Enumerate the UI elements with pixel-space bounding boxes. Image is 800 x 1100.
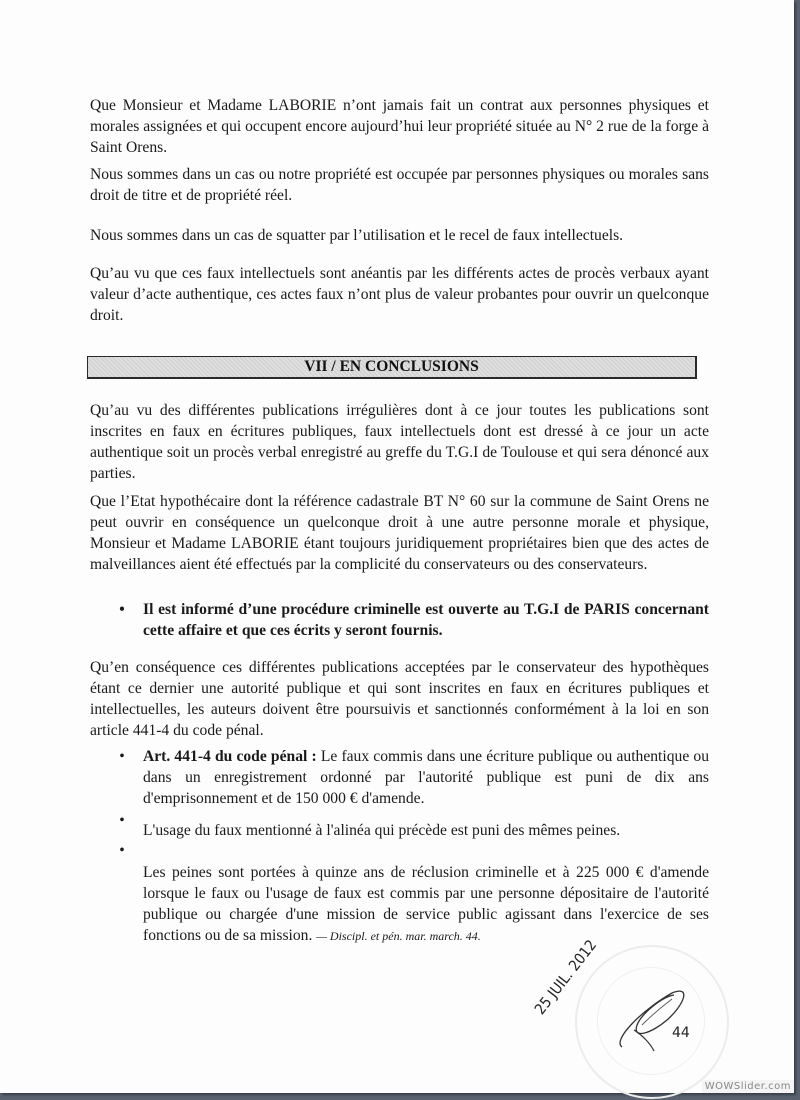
section-header-conclusions: VII / EN CONCLUSIONS — [87, 356, 697, 379]
paragraph-etat-hypothecaire: Que l’Etat hypothécaire dont la référence cadastrale BT N° 60 sur la commune de Saint Orens ne peut ouvrir en conséquence un quelconque droit à une autre personne morale et physique, Monsieur et Madame LABORIE étant toujours juridiquement propriétaires bien que des actes de malveillances aient été effectués par la complicité du conservateurs ou des conservateurs. — [90, 493, 709, 573]
article-usage-text: L'usage du faux mentionné à l'alinéa qui précède est puni des mêmes peines. — [143, 822, 621, 839]
bullet-article-441-4 — [115, 746, 709, 809]
bullet-icon: • — [119, 842, 125, 859]
paragraph-publications: Qu’au vu des différentes publications irrégulières dont à ce jour toutes les publications sont inscrites en faux en écritures publiques, faux intellectuels dont est dressé à ce jour un acte authentique soit un procès verbal enregistré au greffe du T.G.I de Toulouse et qui sera dénoncé aux parties. — [90, 402, 709, 482]
article-text: Le faux commis dans une écriture publique ou authentique ou dans un enregistrement ordonné par l'autorité publique est puni de dix ans d'emprisonnement et de 150 000 € d'amende. — [143, 748, 709, 807]
bullet-icon: • — [119, 601, 125, 618]
date-stamp: 25 JUIL. 2012 — [530, 936, 601, 1018]
paragraph-squatter: Nous sommes dans un cas de squatter par l’utilisation et le recel de faux intellectuels. — [90, 227, 624, 244]
bullet-icon: • — [119, 812, 125, 829]
paragraph-consequence: Qu’en conséquence ces différentes publications acceptées par le conservateur des hypothèques étant ce dernier une autorité publique et qui sont inscrites en faux en écritures publiques et intellectuelles, les auteurs doivent être poursuivis et sanctionnés conformément à la loi en son article 441-4 du code pénal. — [90, 659, 709, 739]
page-number: 44 — [672, 1025, 690, 1041]
paragraph-occupation: Nous sommes dans un cas ou notre propriété est occupée par personnes physiques ou morales sans droit de titre et de propriété réel. — [90, 166, 709, 204]
signature-icon — [612, 985, 692, 1055]
watermark: WOWSlider.com — [702, 1080, 794, 1093]
bullet-icon: • — [119, 748, 125, 765]
paragraph-faux-intellectuels: Qu’au vu que ces faux intellectuels sont anéantis par les différents actes de procès verbaux ayant valeur d’acte authentique, ces actes faux n’ont plus de valeur probantes pour ouvrir un quelconque droit. — [90, 265, 709, 324]
paragraph-contract: Que Monsieur et Madame LABORIE n’ont jamais fait un contrat aux personnes physiques et morales assignées et qui occupent encore aujourd’hui leur propriété située au N° 2 rue de la forge à Saint Orens. — [90, 97, 709, 156]
article-citation: — Discipl. et pén. mar. march. 44. — [316, 929, 481, 943]
article-aggravated-text: Les peines sont portées à quinze ans de réclusion criminelle et à 225 000 € d'amende lorsque le faux ou l'usage de faux est commis par une personne dépositaire de l'autorité publique ou chargée d'une mission de service public agissant dans l'exercice de ses fonctions ou de sa mission. — Discipl. et pén. mar. march. 44. — [143, 864, 709, 944]
article-label: Art. 441-4 du code pénal : — [143, 748, 317, 765]
bullet-procedure-criminelle: • Il est informé d’une procédure criminelle est ouverte au T.G.I de PARIS concernant cette affaire et que ces écrits y seront fournis. — [115, 599, 709, 641]
